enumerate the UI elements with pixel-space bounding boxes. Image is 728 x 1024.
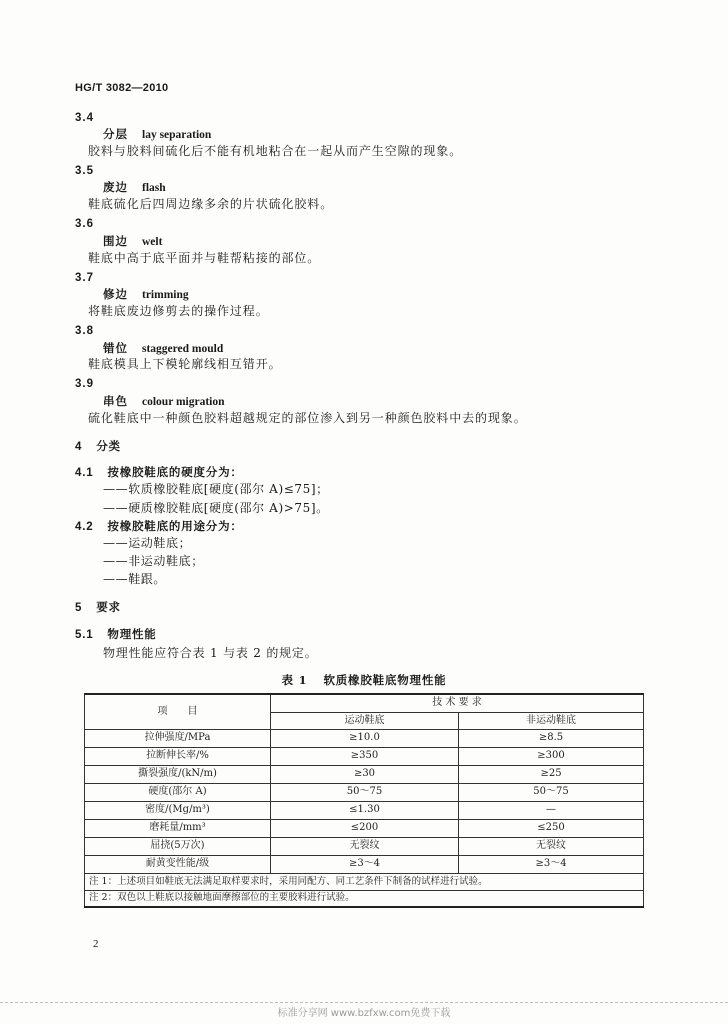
list-item: ——硬质橡胶鞋底[硬度(邵尔 A)>75]。 <box>103 501 329 515</box>
subsection-title: 物理性能 <box>107 627 157 641</box>
term-definition: 鞋底模具上下模轮廓线相互错开。 <box>88 357 282 371</box>
term-zh: 围边 <box>103 234 128 248</box>
table-cell: 撕裂强度/(kN/m) <box>85 765 271 783</box>
table-cell: ≤1.30 <box>271 801 459 819</box>
section-number: 5 <box>75 602 83 614</box>
clause-number: 3.7 <box>75 272 94 284</box>
table-row <box>85 747 644 765</box>
table-cell: ≤250 <box>459 819 644 837</box>
table-note: 注 1：上述项目如鞋底无法满足取样要求时，采用同配方、同工艺条件下制备的试样进行试验。 <box>85 873 644 890</box>
table-cell: 拉伸强度/MPa <box>85 729 271 747</box>
header-item: 项 目 <box>85 694 271 729</box>
term-definition: 鞋底硫化后四周边缘多余的片状硫化胶料。 <box>88 197 334 211</box>
table-header-row <box>85 694 644 712</box>
footer-divider <box>0 1002 728 1003</box>
table-row <box>85 801 644 819</box>
term-en: flash <box>142 182 166 194</box>
header-col-sport: 运动鞋底 <box>271 712 459 729</box>
section-title: 分类 <box>96 439 121 453</box>
table-cell: ≤200 <box>271 819 459 837</box>
table-caption <box>0 672 728 688</box>
table-cell: 无裂纹 <box>271 837 459 855</box>
table-cell: 耐黄变性能/级 <box>85 855 271 873</box>
subsection-number: 4.1 <box>75 467 94 479</box>
standard-code-header: HG/T 3082—2010 <box>75 82 169 94</box>
table-caption-number: 表 1 <box>281 673 308 687</box>
list-item: ——软质橡胶鞋底[硬度(邵尔 A)≤75]； <box>103 482 329 496</box>
term-zh: 错位 <box>103 341 128 355</box>
clause-number: 3.6 <box>75 218 94 230</box>
table-row <box>85 819 644 837</box>
table-cell: 硬度(邵尔 A) <box>85 783 271 801</box>
table-cell: 拉断伸长率/% <box>85 747 271 765</box>
list-item: ——鞋跟。 <box>103 572 167 586</box>
table-cell: ≥3～4 <box>271 855 459 873</box>
term-heading <box>103 340 223 357</box>
term-definition: 胶料与胶料间硫化后不能有机地粘合在一起从而产生空隙的现象。 <box>88 144 463 158</box>
section-heading <box>75 599 121 616</box>
term-zh: 分层 <box>103 127 128 141</box>
page-number: 2 <box>93 938 99 950</box>
subsection-number: 4.2 <box>75 521 94 533</box>
term-en: trimming <box>142 289 189 301</box>
table-cell: ≥30 <box>271 765 459 783</box>
term-heading <box>103 286 189 303</box>
table-caption-title: 软质橡胶鞋底物理性能 <box>323 673 447 687</box>
paragraph: 物理性能应符合表 1 与表 2 的规定。 <box>103 646 318 660</box>
subsection-heading <box>75 626 157 643</box>
subsection-heading <box>75 464 243 481</box>
table-cell: ≥25 <box>459 765 644 783</box>
term-zh: 串色 <box>103 394 128 408</box>
term-heading <box>103 179 166 196</box>
clause-number: 3.5 <box>75 165 94 177</box>
subsection-heading <box>75 518 243 535</box>
table-row <box>85 783 644 801</box>
table-note-row <box>85 873 644 890</box>
subsection-title: 按橡胶鞋底的硬度分为： <box>107 465 243 479</box>
table-row <box>85 837 644 855</box>
term-en: lay separation <box>142 129 212 141</box>
term-definition: 鞋底中高于底平面并与鞋帮粘接的部位。 <box>88 251 321 265</box>
table-row <box>85 765 644 783</box>
term-heading <box>103 126 211 143</box>
subsection-title: 按橡胶鞋底的用途分为： <box>107 519 243 533</box>
table-cell: ≥350 <box>271 747 459 765</box>
table-cell: 50～75 <box>459 783 644 801</box>
table-cell: 屈挠(5万次) <box>85 837 271 855</box>
table-cell: ≥8.5 <box>459 729 644 747</box>
term-zh: 修边 <box>103 287 128 301</box>
list-item: ——非运动鞋底； <box>103 554 204 568</box>
clause-number: 3.4 <box>75 112 94 124</box>
term-definition: 硫化鞋底中一种颜色胶料超越规定的部位渗入到另一种颜色胶料中去的现象。 <box>88 411 527 425</box>
physical-properties-table <box>84 693 644 908</box>
term-definition: 将鞋底废边修剪去的操作过程。 <box>88 304 269 318</box>
clause-number: 3.9 <box>75 378 94 390</box>
term-zh: 废边 <box>103 180 128 194</box>
table-cell: ≥300 <box>459 747 644 765</box>
table-row <box>85 729 644 747</box>
section-title: 要求 <box>96 600 121 614</box>
subsection-number: 5.1 <box>75 629 94 641</box>
section-number: 4 <box>75 441 83 453</box>
clause-number: 3.8 <box>75 325 94 337</box>
term-heading <box>103 233 162 250</box>
header-group: 技 术 要 求 <box>271 694 644 712</box>
table-note-row <box>85 890 644 907</box>
section-heading <box>75 438 121 455</box>
table-cell: 无裂纹 <box>459 837 644 855</box>
table-cell: 50～75 <box>271 783 459 801</box>
term-heading <box>103 393 225 410</box>
table-cell: 密度/(Mg/m³) <box>85 801 271 819</box>
table-cell: ≥10.0 <box>271 729 459 747</box>
table-cell: — <box>459 801 644 819</box>
list-item: ——运动鞋底； <box>103 536 192 550</box>
term-en: welt <box>142 236 163 248</box>
term-en: colour migration <box>142 396 225 408</box>
header-col-nonsport: 非运动鞋底 <box>459 712 644 729</box>
table-row <box>85 855 644 873</box>
footer-watermark: 标准分享网 www.bzfxw.com免费下载 <box>277 1008 451 1019</box>
table-note: 注 2：双色以上鞋底以接触地面摩擦部位的主要胶料进行试验。 <box>85 890 644 907</box>
table-cell: 磨耗量/mm³ <box>85 819 271 837</box>
table-cell: ≥3～4 <box>459 855 644 873</box>
term-en: staggered mould <box>142 343 224 355</box>
